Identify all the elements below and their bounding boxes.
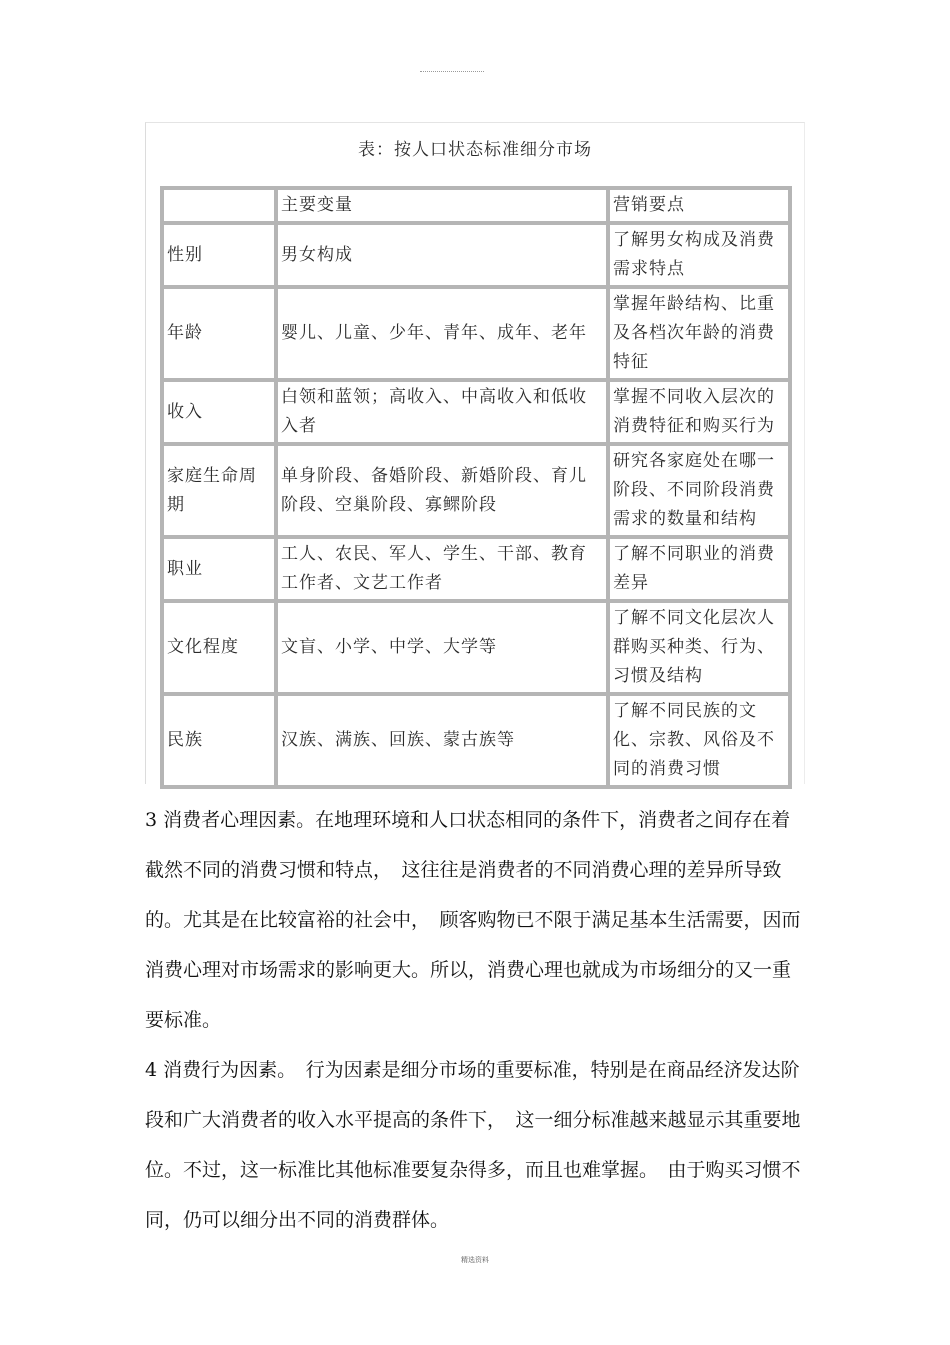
footer-note: 精选资料: [461, 1256, 489, 1264]
segmentation-table: [160, 186, 792, 789]
table-figure: [145, 122, 805, 784]
row-marketing-points: 了解男女构成及消费需求特点: [608, 223, 790, 287]
row-variables: 汉族、满族、回族、蒙古族等: [276, 694, 608, 787]
header-cell-variables: 主要变量: [276, 188, 608, 223]
row-label: 家庭生命周期: [162, 444, 276, 537]
table-row: [162, 287, 790, 380]
row-label: 职业: [162, 537, 276, 601]
row-variables: 单身阶段、备婚阶段、新婚阶段、育儿阶段、空巢阶段、寡鳏阶段: [276, 444, 608, 537]
row-variables: 婴儿、儿童、少年、青年、成年、老年: [276, 287, 608, 380]
table-row: [162, 380, 790, 444]
row-marketing-points: 了解不同文化层次人群购买种类、行为、习惯及结构: [608, 601, 790, 694]
row-label: 民族: [162, 694, 276, 787]
row-variables: 工人、农民、军人、学生、干部、教育工作者、文艺工作者: [276, 537, 608, 601]
row-variables: 文盲、小学、中学、大学等: [276, 601, 608, 694]
row-marketing-points: 了解不同民族的文化、宗教、风俗及不同的消费习惯: [608, 694, 790, 787]
top-divider: [420, 71, 484, 72]
row-marketing-points: 掌握不同收入层次的消费特征和购买行为: [608, 380, 790, 444]
table-row: [162, 537, 790, 601]
row-marketing-points: 了解不同职业的消费差异: [608, 537, 790, 601]
row-variables: 男女构成: [276, 223, 608, 287]
row-variables: 白领和蓝领；高收入、中高收入和低收入者: [276, 380, 608, 444]
header-cell-marketing-points: 营销要点: [608, 188, 790, 223]
row-label: 文化程度: [162, 601, 276, 694]
table-row: [162, 694, 790, 787]
table-row: [162, 601, 790, 694]
row-marketing-points: 研究各家庭处在哪一阶段、不同阶段消费需求的数量和结构: [608, 444, 790, 537]
body-text: [145, 795, 805, 1245]
paragraph-psychological-factors: 3 消费者心理因素。在地理环境和人口状态相同的条件下，消费者之间存在着截然不同的消费习惯和特点， 这往往是消费者的不同消费心理的差异所导致的。尤其是在比较富裕的社会中， 顾客购物已不限于满足基本生活需要，因而消费心理对市场需求的影响更大。所以，消费心理也就成为市场细分的又一重要标准。: [145, 809, 801, 1031]
table-row: [162, 444, 790, 537]
row-label: 收入: [162, 380, 276, 444]
table-row: [162, 223, 790, 287]
row-label: 年龄: [162, 287, 276, 380]
paragraph-behavioral-factors: 4 消费行为因素。 行为因素是细分市场的重要标准，特别是在商品经济发达阶段和广大消费者的收入水平提高的条件下， 这一细分标准越来越显示其重要地位。不过，这一标准比其他标准要复杂得多，而且也难掌握。 由于购买习惯不同，仍可以细分出不同的消费群体。: [145, 1059, 801, 1231]
row-label: 性别: [162, 223, 276, 287]
header-cell-blank: [162, 188, 276, 223]
table-title: 表：按人口状态标准细分市场: [358, 140, 592, 160]
row-marketing-points: 掌握年龄结构、比重及各档次年龄的消费特征: [608, 287, 790, 380]
table-header-row: [162, 188, 790, 223]
